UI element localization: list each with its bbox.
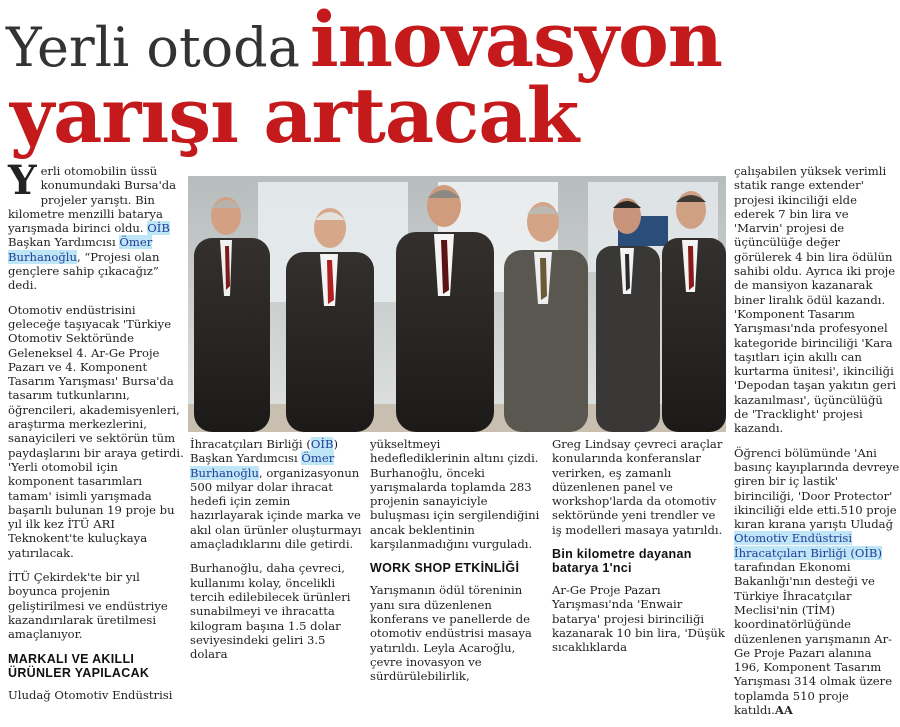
- highlight-oib: OİB: [310, 437, 334, 451]
- headline-line-2: yarışı artacak: [10, 71, 579, 160]
- column-2: [190, 437, 362, 671]
- highlight-name: Ömer Burhanoğlu: [190, 451, 335, 480]
- byline: AA: [774, 702, 793, 717]
- column-3: [370, 437, 542, 693]
- subheading: MARKALI VE AKILLI ÜRÜNLER YAPILACAK: [8, 651, 150, 680]
- body-paragraph: İTÜ Çekirdek'te bir yıl boyunca projenin geliştirilmesi ve endüstriye kazandırılarak üretilmesi amaçlanıyor.: [8, 570, 168, 642]
- lead-text: erli otomobilin üssü konumundaki Bursa'da projeler yarıştı. Bin kilometre menzilli batarya yarışmada birinci oldu.: [8, 164, 177, 236]
- body-paragraph: [190, 437, 362, 551]
- lead-paragraph: [8, 157, 184, 293]
- body-paragraph: Uludağ Otomotiv Endüstrisi: [8, 687, 173, 702]
- text-run: tarafından Ekonomi Bakanlığı'nın desteği ve Türkiye İhracatçılar Meclisi'nin (TİM) koordinatörlüğünde düzenlenen yarışmanın Ar-Ge Proje Pazarı alanına 196, Komponent Tasarım Yarışması 314 olmak üzere toplamda 510 proje katıldı.: [734, 560, 893, 717]
- text-run: , organizasyonun 500 milyar dolar ihracat hedefi için zemin hazırlayarak içinde marka ve akıl olan ürünler oluşturmayı amaçladıklarını dile getirdi.: [190, 465, 362, 552]
- group-photo-illustration: [188, 176, 726, 432]
- headline-dark-text: Yerli otoda: [6, 16, 300, 79]
- body-paragraph: Ar-Ge Proje Pazarı Yarışması'nda 'Enwair batarya' projesi birinciliği kazanarak 10 bin lira, 'Düşük sıcaklıklarda: [552, 583, 725, 655]
- drop-cap: Y: [8, 157, 37, 204]
- column-5: [734, 164, 900, 727]
- highlight-name: Ömer Burhanoğlu: [8, 235, 153, 264]
- body-paragraph: [734, 446, 900, 718]
- highlight-organization: Otomotiv Endüstrisi İhracatçıları Birliği (OİB): [734, 531, 882, 560]
- highlight-oib: OİB: [147, 221, 170, 236]
- body-paragraph: Otomotiv endüstrisini geleceğe taşıyacak 'Türkiye Otomotiv Sektöründe Geleneksel 4. Ar-Ge Proje Pazarı ve 4. Komponent Tasarım Yarışması' Bursa'da tasarım tutkunlarını, öğrencileri, akademisyenleri, araştırma merkezlerini, sanayicileri ve sektörün tüm paydaşlarını bir araya getirdi. 'Yerli otomobil için komponent tasarımları tamam' isimli yarışmada başarılı bulunan 19 proje bu yıl ilk kez İTÜ ARI Teknokent'te kuluçkaya yatırılacak.: [8, 302, 184, 560]
- body-paragraph: çalışabilen yüksek verimli statik range extender' projesi ikinciliği elde ederek 7 bin lira ve 'Marvin' projesi de üçüncülüğe değer görülerek 4 bin lira ödülün sahibi oldu. Ayrıca iki proje de mansiyon kazanarak biner liralık ödül kazandı. 'Komponent Tasarım Yarışması'nda profesyonel kategoride birinciliği 'Kara taşıtları için akıllı can kurtarma ünitesi', ikinciliği 'Depodan taşan yakıtın geri kazanılması', üçüncülüğü de 'Tracklight' projesi kazandı.: [734, 164, 897, 436]
- headline-red-text: inovasyon: [309, 0, 723, 84]
- lead-mid: Başkan Yardımcısı: [8, 235, 116, 250]
- text-run: ): [333, 437, 338, 451]
- column-4: [552, 437, 728, 665]
- text-run: Uludağ: [850, 517, 894, 532]
- headline: [4, 0, 900, 158]
- text-run: Başkan Yardımcısı: [190, 451, 298, 466]
- group-photo: [188, 176, 726, 432]
- headline-line-1: [6, 0, 723, 84]
- text-run: Öğrenci bölümünde 'Ani basınç kayıplarında devreye giren bir iç lastik' birinciliği, 'Door Protector' ikinciliği elde etti.510 proje kıran kırana yarıştı: [734, 445, 900, 532]
- body-paragraph: Burhanoğlu, daha çevreci, kullanımı kolay, öncelikli tercih edilebilecek ürünleri sunabilmeyi ve ihracatta kilogram başına 1.5 dolar seviyesindeki geliri 3.5 dolara: [190, 561, 351, 662]
- subheading: Bin kilometre dayanan batarya 1'nci: [552, 547, 692, 576]
- body-paragraph: Greg Lindsay çevreci araçlar konularında konferanslar verirken, eş zamanlı düzenlenen panel ve workshop'larda da otomotiv sektöründe yeni trendler ve iş modelleri masaya yatırıldı.: [552, 437, 723, 537]
- subheading: WORK SHOP ETKİNLİĞİ: [370, 561, 520, 576]
- lead-end: , “Projesi olan gençlere sahip çıkacağız” dedi.: [8, 249, 160, 293]
- text-run: İhracatçıları Birliği (: [190, 437, 311, 451]
- body-paragraph: yükseltmeyi hedeflediklerinin altını çizdi. Burhanoğlu, önceki yarışmalarda toplamda 283 projenin sanayiciyle buluşması için sergilendiğini ancak beklentinin karşılanmadığını vurguladı.: [370, 437, 540, 552]
- column-1: [8, 157, 184, 712]
- body-paragraph: Yarışmanın ödül töreninin yanı sıra düzenlenen konferans ve panellerde de otomotiv endüstrisi masaya yatırıldı. Leyla Acaroğlu, çevre inovasyon ve sürdürülebilirlik,: [370, 583, 532, 684]
